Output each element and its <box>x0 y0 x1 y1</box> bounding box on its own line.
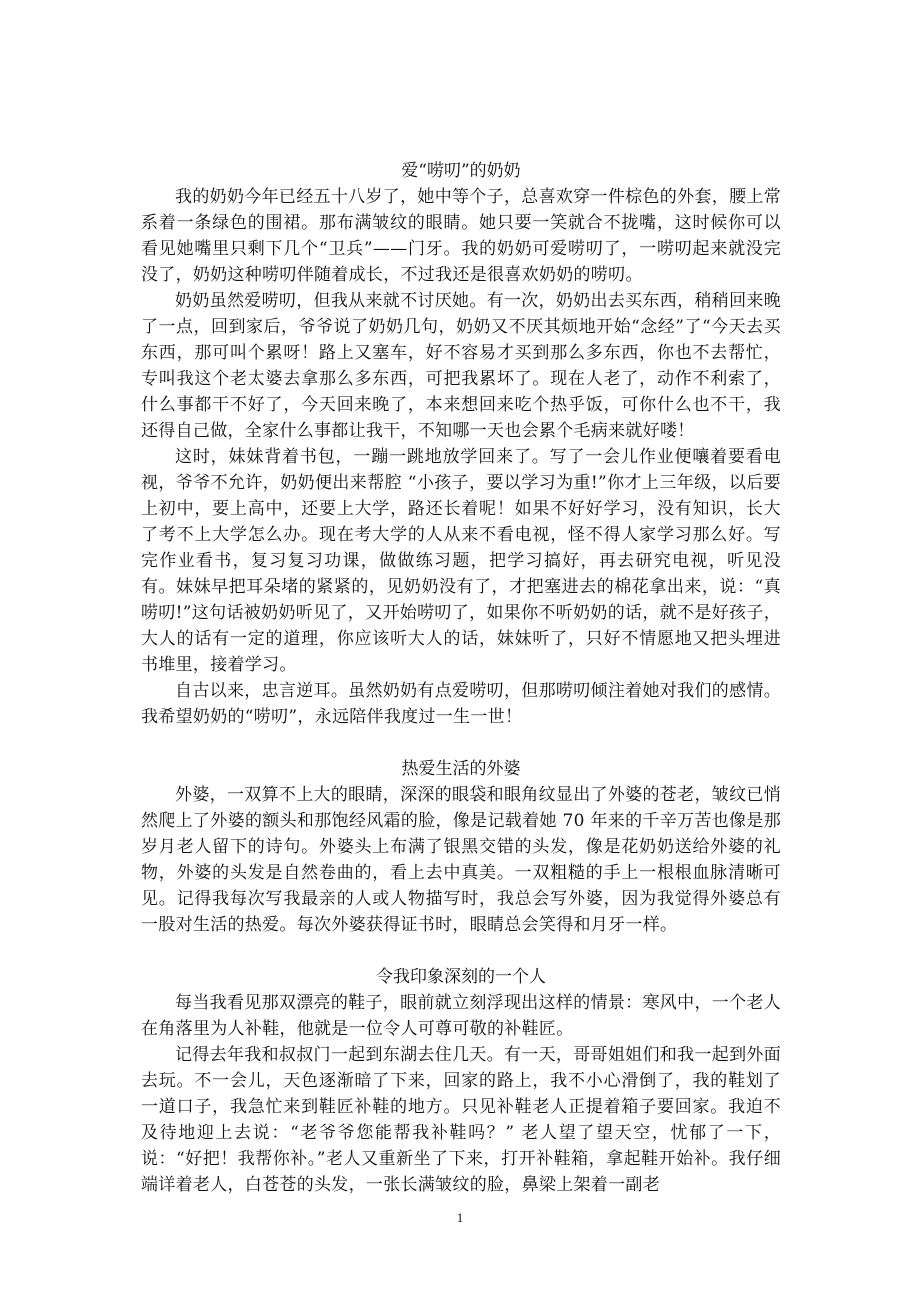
paragraph: 外婆，一双算不上大的眼睛，深深的眼袋和眼角纹显出了外婆的苍老，皱纹已悄然爬上了外婆的额头和那饱经风霜的脸，像是记载着她 70 年来的千辛万苦也像是那岁月老人留下的诗句。外婆头上布满了银黑交错的头发，像是花奶奶送给外婆的礼物，外婆的头发是自然卷曲的，看上去中真美。一双粗糙的手上一根根血脉清晰可见。记得我每次写我最亲的人或人物描写时，我总会写外婆，因为我觉得外婆总有一股对生活的热爱。每次外婆获得证书时，眼睛总会笑得和月牙一样。 <box>141 785 781 935</box>
essay-title: 热爱生活的外婆 <box>401 759 521 779</box>
essay-impressive-person <box>141 964 781 1198</box>
paragraph: 我的奶奶今年已经五十八岁了，她中等个子，总喜欢穿一件棕色的外套，腰上常系着一条绿色的围裙。那布满皱纹的眼睛。她只要一笑就合不拢嘴，这时候你可以看见她嘴里只剩下几个“卫兵”——门牙。我的奶奶可爱唠叨了，一唠叨起来就没完没了，奶奶这种唠叨伴随着成长，不过我还是很喜欢奶奶的唠叨。 <box>141 187 781 285</box>
section-spacer <box>141 730 781 756</box>
essay-title: 令我印象深刻的一个人 <box>376 967 546 987</box>
paragraph: 奶奶虽然爱唠叨，但我从来就不讨厌她。有一次，奶奶出去买东西，稍稍回来晚了一点，回到家后，爷爷说了奶奶几句，奶奶又不厌其烦地开始“念经”了“今天去买东西，那可叫个累呀！路上又塞车，好不容易才买到那么多东西，你也不去帮忙，专叫我这个老太婆去拿那么多东西，可把我累坏了。现在人老了，动作不利索了，什么事都干不好了，今天回来晚了，本来想回来吃个热乎饭，可你什么也不干，我还得自己做，全家什么事都让我干，不知哪一天也会累个毛病来就好喽！ <box>141 291 781 441</box>
essay-grandma <box>141 158 781 730</box>
paragraph: 自古以来，忠言逆耳。虽然奶奶有点爱唠叨，但那唠叨倾注着她对我们的感情。我希望奶奶的“唠叨”，永远陪伴我度过一生一世！ <box>141 681 781 727</box>
paragraph: 每当我看见那双漂亮的鞋子，眼前就立刻浮现出这样的情景：寒风中，一个老人在角落里为人补鞋，他就是一位令人可尊可敬的补鞋匠。 <box>141 993 781 1039</box>
paragraph: 这时，妹妹背着书包，一蹦一跳地放学回来了。写了一会儿作业便嚷着要看电视，爷爷不允许，奶奶便出来帮腔 “小孩子，要以学习为重!”你才上三年级，以后要上初中，要上高中，还要上大学，路还长着呢！如果不好好学习，没有知识，长大了考不上大学怎么办。现在考大学的人从来不看电视，怪不得人家学习那么好。写完作业看书，复习复习功课，做做练习题，把学习搞好，再去研究电视，听见没有。妹妹早把耳朵堵的紧紧的，见奶奶没有了，才把塞进去的棉花拿出来，说：“真唠叨!”这句话被奶奶听见了，又开始唠叨了，如果你不听奶奶的话，就不是好孩子，大人的话有一定的道理，你应该听大人的话，妹妹听了，只好不情愿地又把头埋进书堆里，接着学习。 <box>141 447 781 675</box>
page-number: 1 <box>456 1210 464 1225</box>
essay-title: 爱“唠叨”的奶奶 <box>401 161 521 181</box>
paragraph: 记得去年我和叔叔门一起到东湖去住几天。有一天，哥哥姐姐们和我一起到外面去玩。不一会儿，天色逐渐暗了下来，回家的路上，我不小心滑倒了，我的鞋划了一道口子，我急忙来到鞋匠补鞋的地方。只见补鞋老人正提着箱子要回家。我迫不及待地迎上去说：“老爷爷您能帮我补鞋吗？” 老人望了望天空，忧郁了一下，说：“好把！我帮你补。”老人又重新坐了下来，打开补鞋箱，拿起鞋开始补。我仔细端详着老人，白苍苍的头发，一张长满皱纹的脸，鼻梁上架着一副老 <box>141 1045 781 1195</box>
document-body <box>141 158 781 1198</box>
section-spacer <box>141 938 781 964</box>
essay-maternal-grandma <box>141 756 781 938</box>
